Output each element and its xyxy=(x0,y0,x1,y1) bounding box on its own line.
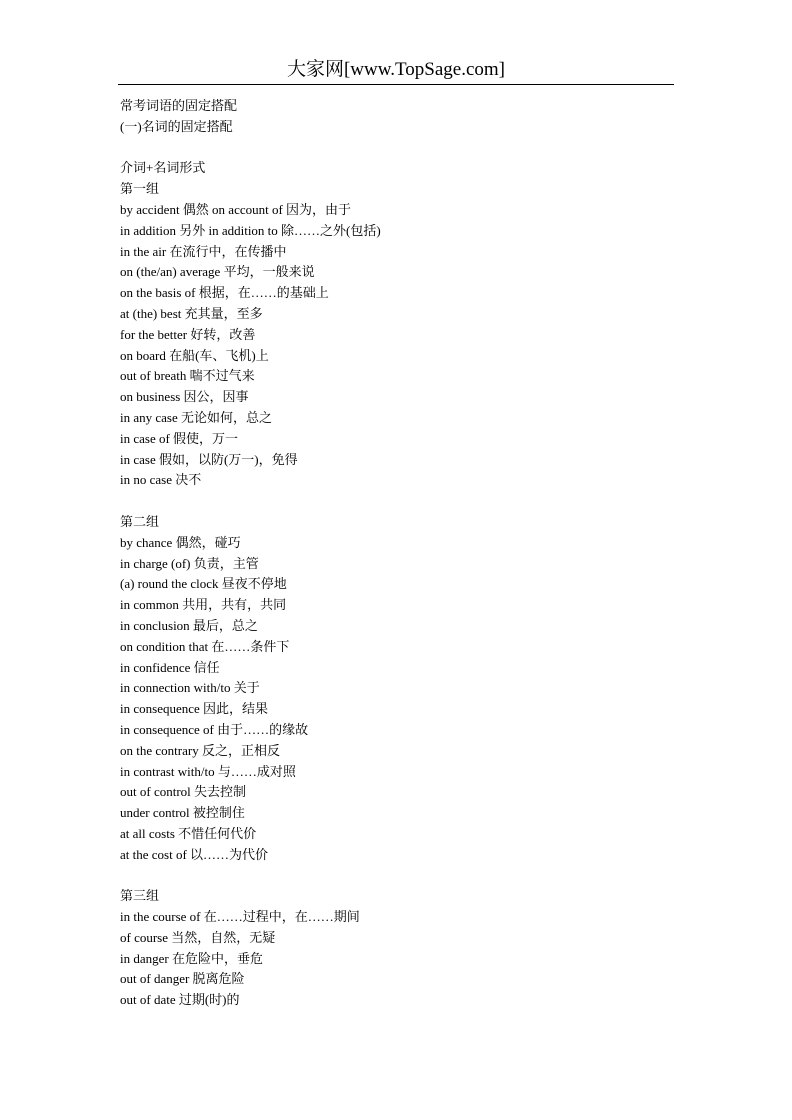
phrase-entry: of course 当然，自然，无疑 xyxy=(120,929,276,945)
phrase-entry: in connection with/to 关于 xyxy=(120,680,260,696)
phrase-entry: by accident 偶然 on account of 因为，由于 xyxy=(120,201,352,217)
spacer xyxy=(120,138,680,159)
phrase-entry: out of date 过期(时)的 xyxy=(120,992,240,1008)
phrase-entry: in the air 在流行中，在传播中 xyxy=(120,243,287,259)
group-heading: 第一组 xyxy=(120,181,160,197)
phrase-entry: in any case 无论如何，总之 xyxy=(120,409,273,425)
phrase-entry: at all costs 不惜任何代价 xyxy=(120,825,257,841)
phrase-entry: in no case 决不 xyxy=(120,472,202,488)
phrase-entry: on (the/an) average 平均，一般来说 xyxy=(120,264,315,280)
group-1-entries xyxy=(120,200,680,491)
phrase-entry: in contrast with/to 与……成对照 xyxy=(120,763,296,779)
group-3 xyxy=(120,886,680,1011)
phrase-entry: in conclusion 最后，总之 xyxy=(120,617,258,633)
phrase-entry: at the cost of 以……为代价 xyxy=(120,846,269,862)
phrase-entry: for the better 好转，改善 xyxy=(120,326,256,342)
phrase-entry: on board 在船(车、飞机)上 xyxy=(120,347,269,363)
phrase-entry: on the contrary 反之，正相反 xyxy=(120,742,280,758)
section-subtitle: (一)名词的固定搭配 xyxy=(120,118,233,134)
phrase-entry: in common 共用，共有，共同 xyxy=(120,597,287,613)
phrase-entry: in addition 另外 in addition to 除……之外(包括) xyxy=(120,222,381,238)
phrase-entry: out of control 失去控制 xyxy=(120,784,247,800)
phrase-entry: in consequence of 由于……的缘故 xyxy=(120,721,309,737)
page-header-title: 大家网[www.TopSage.com] xyxy=(286,59,505,80)
document-body xyxy=(120,96,680,1011)
phrase-entry: in case 假如，以防(万一)，免得 xyxy=(120,451,298,467)
group-1 xyxy=(120,179,680,491)
phrase-entry: by chance 偶然，碰巧 xyxy=(120,534,241,550)
phrase-entry: in danger 在危险中，垂危 xyxy=(120,950,263,966)
document-title: 常考词语的固定搭配 xyxy=(120,98,238,113)
phrase-entry: in consequence 因此，结果 xyxy=(120,701,269,717)
header-divider xyxy=(118,84,674,85)
phrase-entry: in case of 假使，万一 xyxy=(120,430,239,446)
phrase-entry: in confidence 信任 xyxy=(120,659,220,675)
phrase-entry: on condition that 在……条件下 xyxy=(120,638,290,654)
phrase-entry: on business 因公，因事 xyxy=(120,389,249,405)
form-heading: 介词+名词形式 xyxy=(120,160,206,176)
phrase-entry: (a) round the clock 昼夜不停地 xyxy=(120,576,287,592)
phrase-entry: at (the) best 充其量，至多 xyxy=(120,305,263,321)
phrase-entry: out of breath 喘不过气来 xyxy=(120,368,255,384)
phrase-entry: under control 被控制住 xyxy=(120,805,245,821)
phrase-entry: out of danger 脱离危险 xyxy=(120,971,245,987)
phrase-entry: on the basis of 根据，在……的基础上 xyxy=(120,285,329,301)
spacer xyxy=(120,865,680,886)
group-heading: 第三组 xyxy=(120,888,160,904)
group-2 xyxy=(120,512,680,866)
phrase-entry: in charge (of) 负责，主管 xyxy=(120,555,259,571)
spacer xyxy=(120,491,680,512)
group-3-entries xyxy=(120,907,680,1011)
phrase-entry: in the course of 在……过程中，在……期间 xyxy=(120,909,360,925)
group-heading: 第二组 xyxy=(120,513,160,529)
group-2-entries xyxy=(120,533,680,866)
